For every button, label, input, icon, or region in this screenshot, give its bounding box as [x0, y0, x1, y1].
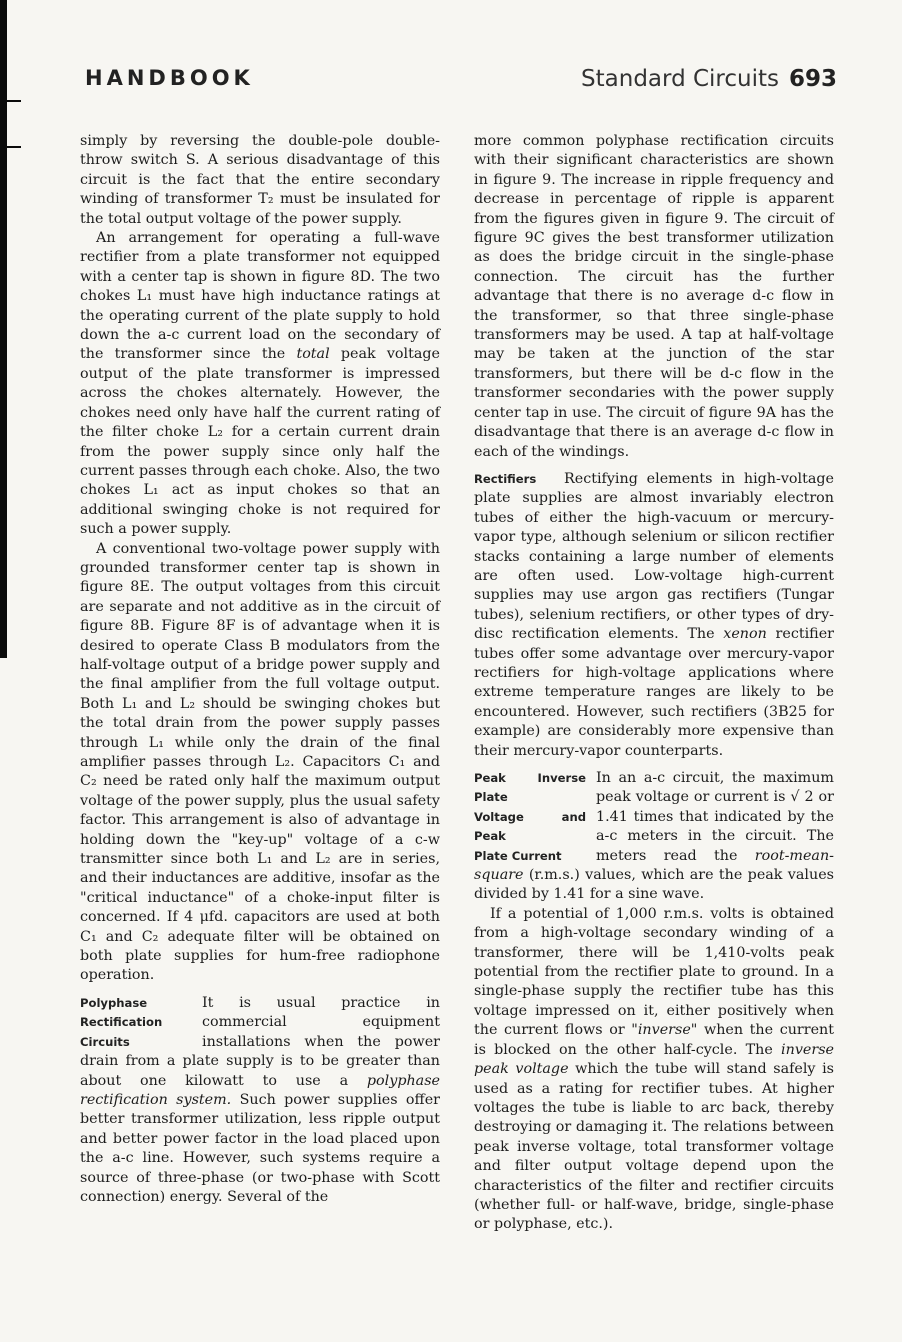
running-head: HANDBOOK [85, 66, 254, 90]
polyphase-section: Polyphase Rectification Circuits It is usual practice in commercial equipment installations when the power drain from a plate supply is to be greater than about one kilowatt to use a polyphase rectification system. Such power supplies offer better transformer utilization, less ripple output and better power factor in the load placed upon the a-c line. However, such systems require a source of three-phase (or two-phase with Scott connection) energy. Several of the [80, 994, 440, 1205]
peak-inverse-section: Peak Inverse Plate Voltage and Peak Plate Current In an a-c circuit, the maximum peak voltage or current is √ 2 or 1.41 times that indicated by the a-c meters in the circuit. The meters read the root-mean-square (r.m.s.) values, which are the peak values divided by 1.41 for a sine wave. [474, 770, 834, 903]
paragraph: If a potential of 1,000 r.m.s. volts is obtained from a high-voltage secondary winding of a transformer, there will be 1,410-volts peak potential from the rectifier plate to ground. In a single-phase supply the rectifier tube has this voltage impressed on it, either positively when the current flows or "inverse" when the current is blocked on the other half-cycle. The inverse peak voltage which the tube will stand safely is used as a rating for rectifier tubes. At higher voltages the tube is liable to arc back, thereby destroying or damaging it. The relations between peak inverse voltage, total transformer voltage and filter output voltage depend upon the characteristics of the filter and rectifier circuits (whether full- or half-wave, bridge, single-phase or polyphase, etc.). [474, 905, 835, 1233]
section-heading: Polyphase Rectification Circuits [80, 995, 163, 1049]
scan-edge-tick [7, 146, 21, 148]
page-number: 693 [788, 66, 837, 92]
scan-edge-bar [0, 0, 7, 658]
paragraph: A conventional two-voltage power supply with grounded transformer center tap is shown in figure 8E. The output voltages from this circuit are separate and not additive as in the circuit of figure 8B. Figure 8F is of advantage when it is desired to operate Class B modulators from the half-voltage output of a bridge power supply and the final amplifier from the full voltage output. Both L₁ and L₂ should be swinging chokes but the total drain from the power supply passes through L₁ while only the drain of the final amplifier passes through L₂. Capacitors C₁ and C₂ need be rated only half the maximum output voltage of the power supply, plus the usual safety factor. This arrangement is also of advantage in holding down the "key-up" voltage of a c-w transmitter since both L₁ and L₂ are in series, and their inductances are additive, insofar as the "critical inductance" of a choke-input filter is concerned. If 4 μfd. capacitors are used at both C₁ and C₂ adequate filter will be obtained on both plate supplies for hum-free radiophone operation. [80, 540, 440, 984]
section-heading: Rectifiers [474, 471, 537, 486]
paragraph: more common polyphase rectification circuits with their significant characteristics are shown in figure 9. The increase in ripple frequency and decrease in percentage of ripple is apparent from the figures given in figure 9. The circuit of figure 9C gives the best transformer utilization as does the bridge circuit in the single-phase connection. The circuit has the further advantage that there is no average d-c flow in the transformer, so that three single-phase transformers may be used. A tap at half-voltage may be taken at the junction of the star transformers, but there will be d-c flow in the transformer secondaries with the power supply center tap in use. The circuit of figure 9A has the disadvantage that there is an average d-c flow in each of the windings. [474, 133, 834, 460]
rectifiers-section: Rectifiers Rectifying elements in high-voltage plate supplies are almost invariably electron tubes of either the high-vacuum or mercury-vapor type, although selenium or silicon rectifier stacks containing a large number of elements are often used. Low-voltage high-current supplies may use argon gas rectifiers (Tungar tubes), selenium rectifiers, or other types of dry-disc rectification elements. The xenon rectifier tubes offer some advantage over mercury-vapor rectifiers for high-voltage applications where extreme temperature ranges are likely to be encountered. However, such rectifiers (3B25 for example) are considerably more expensive than their mercury-vapor counterparts. [474, 470, 834, 759]
paragraph: simply by reversing the double-pole double-throw switch S. A serious disadvantage of this circuit is the fact that the entire secondary winding of transformer T₂ must be insulated for the total output voltage of the power supply. [80, 133, 440, 227]
section-title: Standard Circuits [581, 66, 779, 92]
paragraph: An arrangement for operating a full-wave rectifier from a plate transformer not equipped with a center tap is shown in figure 8D. The two chokes L₁ must have high inductance ratings at the operating current of the plate supply to hold down the a-c current load on the secondary of the transformer since the total peak voltage output of the plate transformer is impressed across the chokes alternately. However, the chokes need only have half the current rating of the filter choke L₂ for a certain current drain from the power supply since only half the current passes through each choke. Also, the two chokes L₁ act as input chokes so that an additional swinging choke is not required for such a power supply. [80, 230, 440, 538]
left-column [80, 132, 440, 1207]
page-header [85, 66, 837, 102]
scan-edge-tick [7, 100, 21, 102]
section-heading: Peak Inverse Plate Voltage and Peak Plate Current [474, 771, 586, 863]
right-column [474, 132, 834, 1235]
